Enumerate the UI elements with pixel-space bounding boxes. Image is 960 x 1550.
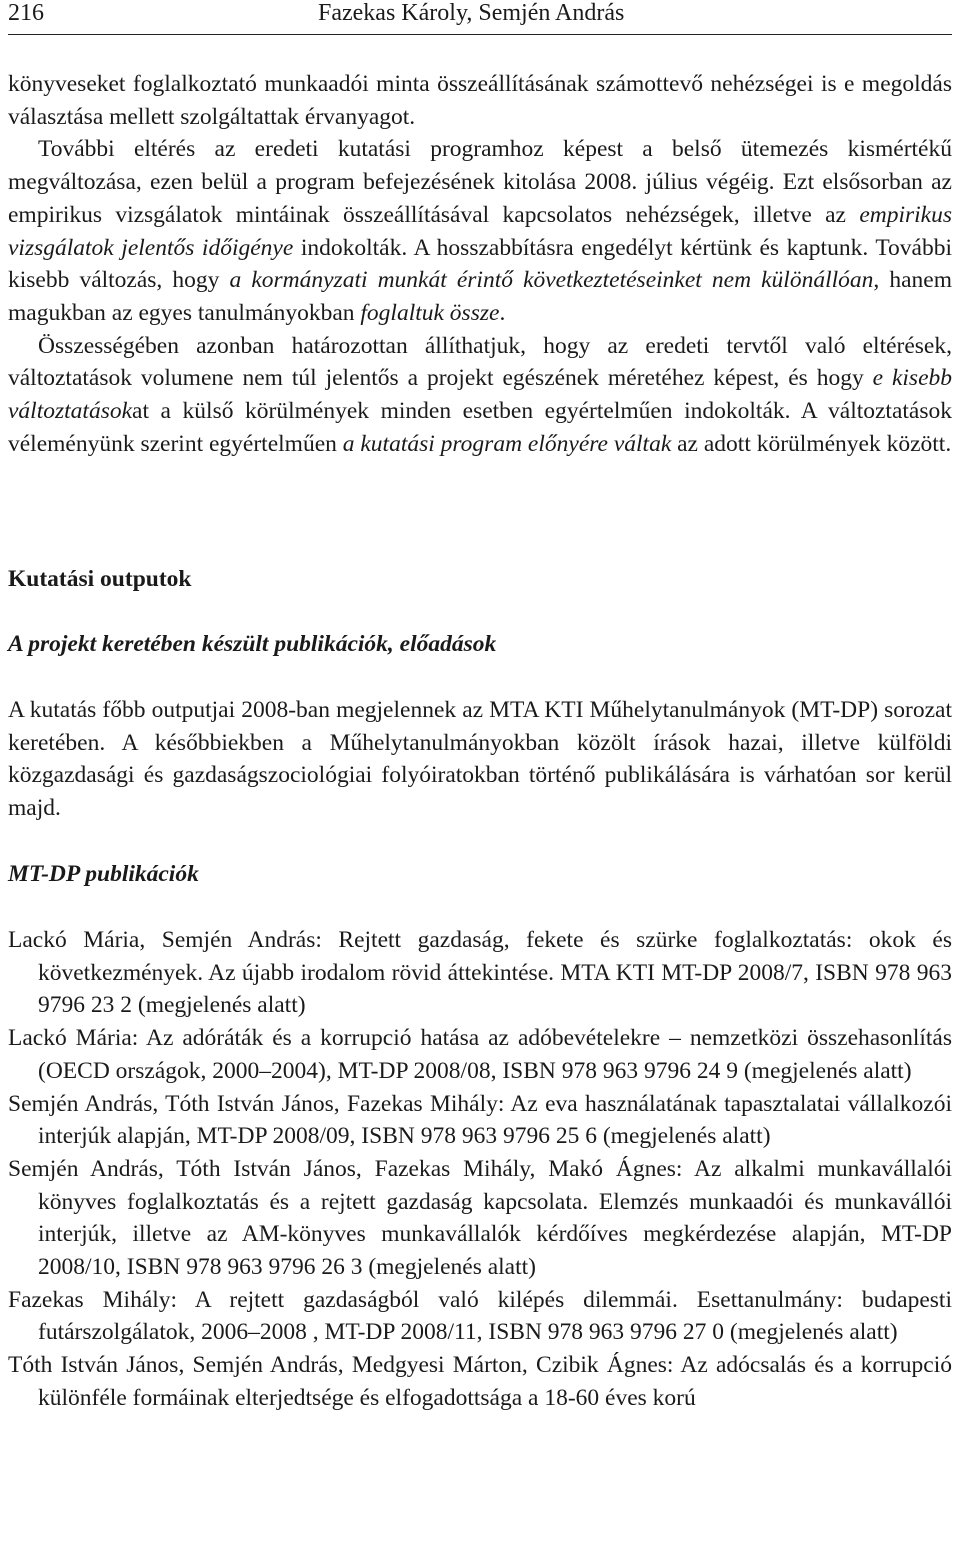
bibliography-entry: Lackó Mária, Semjén András: Rejtett gazdaság, fekete és szürke foglalkoztatás: okok és következmények. Az újabb irodalom rövid áttekintése. MTA KTI MT-DP 2008/7, ISBN 978 963 9796 23 2 (megjelenés alatt) [8, 927, 952, 1019]
text-run: Összességében azonban határozottan állíthatjuk, hogy az eredeti tervtől való eltérések, változtatások volumene nem túl jelentős a projekt egészének méretéhez képest, és hogy [8, 332, 952, 392]
bibliography-entry: Lackó Mária: Az adóráták és a korrupció hatása az adóbevételekre – nemzetközi összehasonlítás (OECD országok, 2000–2004), MT-DP 2008/08, ISBN 978 963 9796 24 9 (megjelenés alatt) [8, 1025, 952, 1084]
bibliography-entry: Fazekas Mihály: A rejtett gazdaságból való kilépés dilemmái. Esettanulmány: budapesti futárszolgálatok, 2006–2008 , MT-DP 2008/11, ISBN 978 963 9796 27 0 (megjelenés alatt) [8, 1286, 952, 1346]
running-title: Fazekas Károly, Semjén András [318, 0, 625, 26]
paragraph-schedule-change [8, 133, 952, 329]
bibliography-list [8, 924, 952, 1415]
italic-run: empirikus vizsgálatok jelentős időigénye [8, 201, 952, 261]
text-run: könyveseket foglalkoztató munkaadói minta összeállításának számottevő nehézségei is e megoldás választása mellett szolgáltattak érvanyagot. [8, 71, 952, 130]
text-run: . [499, 299, 506, 326]
subsection-heading-mtdp: MT-DP publikációk [8, 861, 199, 887]
subsection-heading-publications: A projekt keretében készült publikációk, előadások [8, 631, 497, 657]
bibliography-entry: Semjén András, Tóth István János, Fazekas Mihály, Makó Ágnes: Az alkalmi munkavállalói könyves foglalkoztatás és a rejtett gazdaság kapcsolata. Elemzés munkaadói és munkavállói interjúk, illetve az AM-könyves munkavállalók kérdőíves megkérdezése alapján, MT-DP 2008/10, ISBN 978 963 9796 26 3 (megjelenés alatt) [8, 1155, 952, 1281]
text-run: at a külső körülmények minden esetben egyértelműen indokolták. A változtatások véleményünk szerint egyértelműen [8, 398, 952, 457]
paragraph-continuation [8, 68, 952, 133]
text-run: , hanem magukban az egyes tanulmányokban [8, 267, 953, 326]
text-run: További eltérés az eredeti kutatási programhoz képest a belső ütemezés kismértékű megváltozása, ezen belül a program befejezésének kitolása 2008. július végéig. Ezt elsősorban az empirikus vizsgálatok mintáinak összeállításával kapcsolatos nehézségek, illetve az [8, 136, 952, 228]
bibliography-entry: Semjén András, Tóth István János, Fazekas Mihály: Az eva használatának tapasztalatai vállalkozói interjúk alapján, MT-DP 2008/09, ISBN 978 963 9796 25 6 (megjelenés alatt) [8, 1090, 952, 1150]
paragraph-outputs: A kutatás főbb outputjai 2008-ban megjelennek az MTA KTI Műhelytanulmányok (MT-DP) sorozat keretében. A későbbiekben a Műhelytanulmányokban közölt írások hazai, illetve külföldi közgazdasági és gazdaságszociológiai folyóiratokban történő publikálására is várhatóan sor kerül majd. [8, 697, 952, 822]
text-run: az adott körülmények között. [671, 430, 952, 457]
page-number: 216 [8, 0, 44, 26]
italic-run: a kutatási program előnyére váltak [342, 430, 672, 457]
italic-run: foglaltuk össze [360, 299, 500, 326]
italic-run: a kormányzati munkát érintő következtetéseinket nem különállóan [229, 267, 874, 294]
page-header [8, 0, 952, 35]
paragraph-summary [8, 330, 952, 461]
body-text [8, 68, 952, 460]
italic-run: e kisebb változtatások [8, 365, 953, 425]
bibliography-entry: Tóth István János, Semjén András, Medgyesi Márton, Czibik Ágnes: Az adócsalás és a korrupció különféle formáinak elterjedtsége és elfogadottsága a 18-60 éves korú [8, 1352, 952, 1411]
text-run: indokolták. A hosszabbításra engedélyt kértünk és kaptunk. További kisebb változás, hogy [8, 234, 952, 294]
section-heading-outputs: Kutatási outputok [8, 566, 192, 592]
